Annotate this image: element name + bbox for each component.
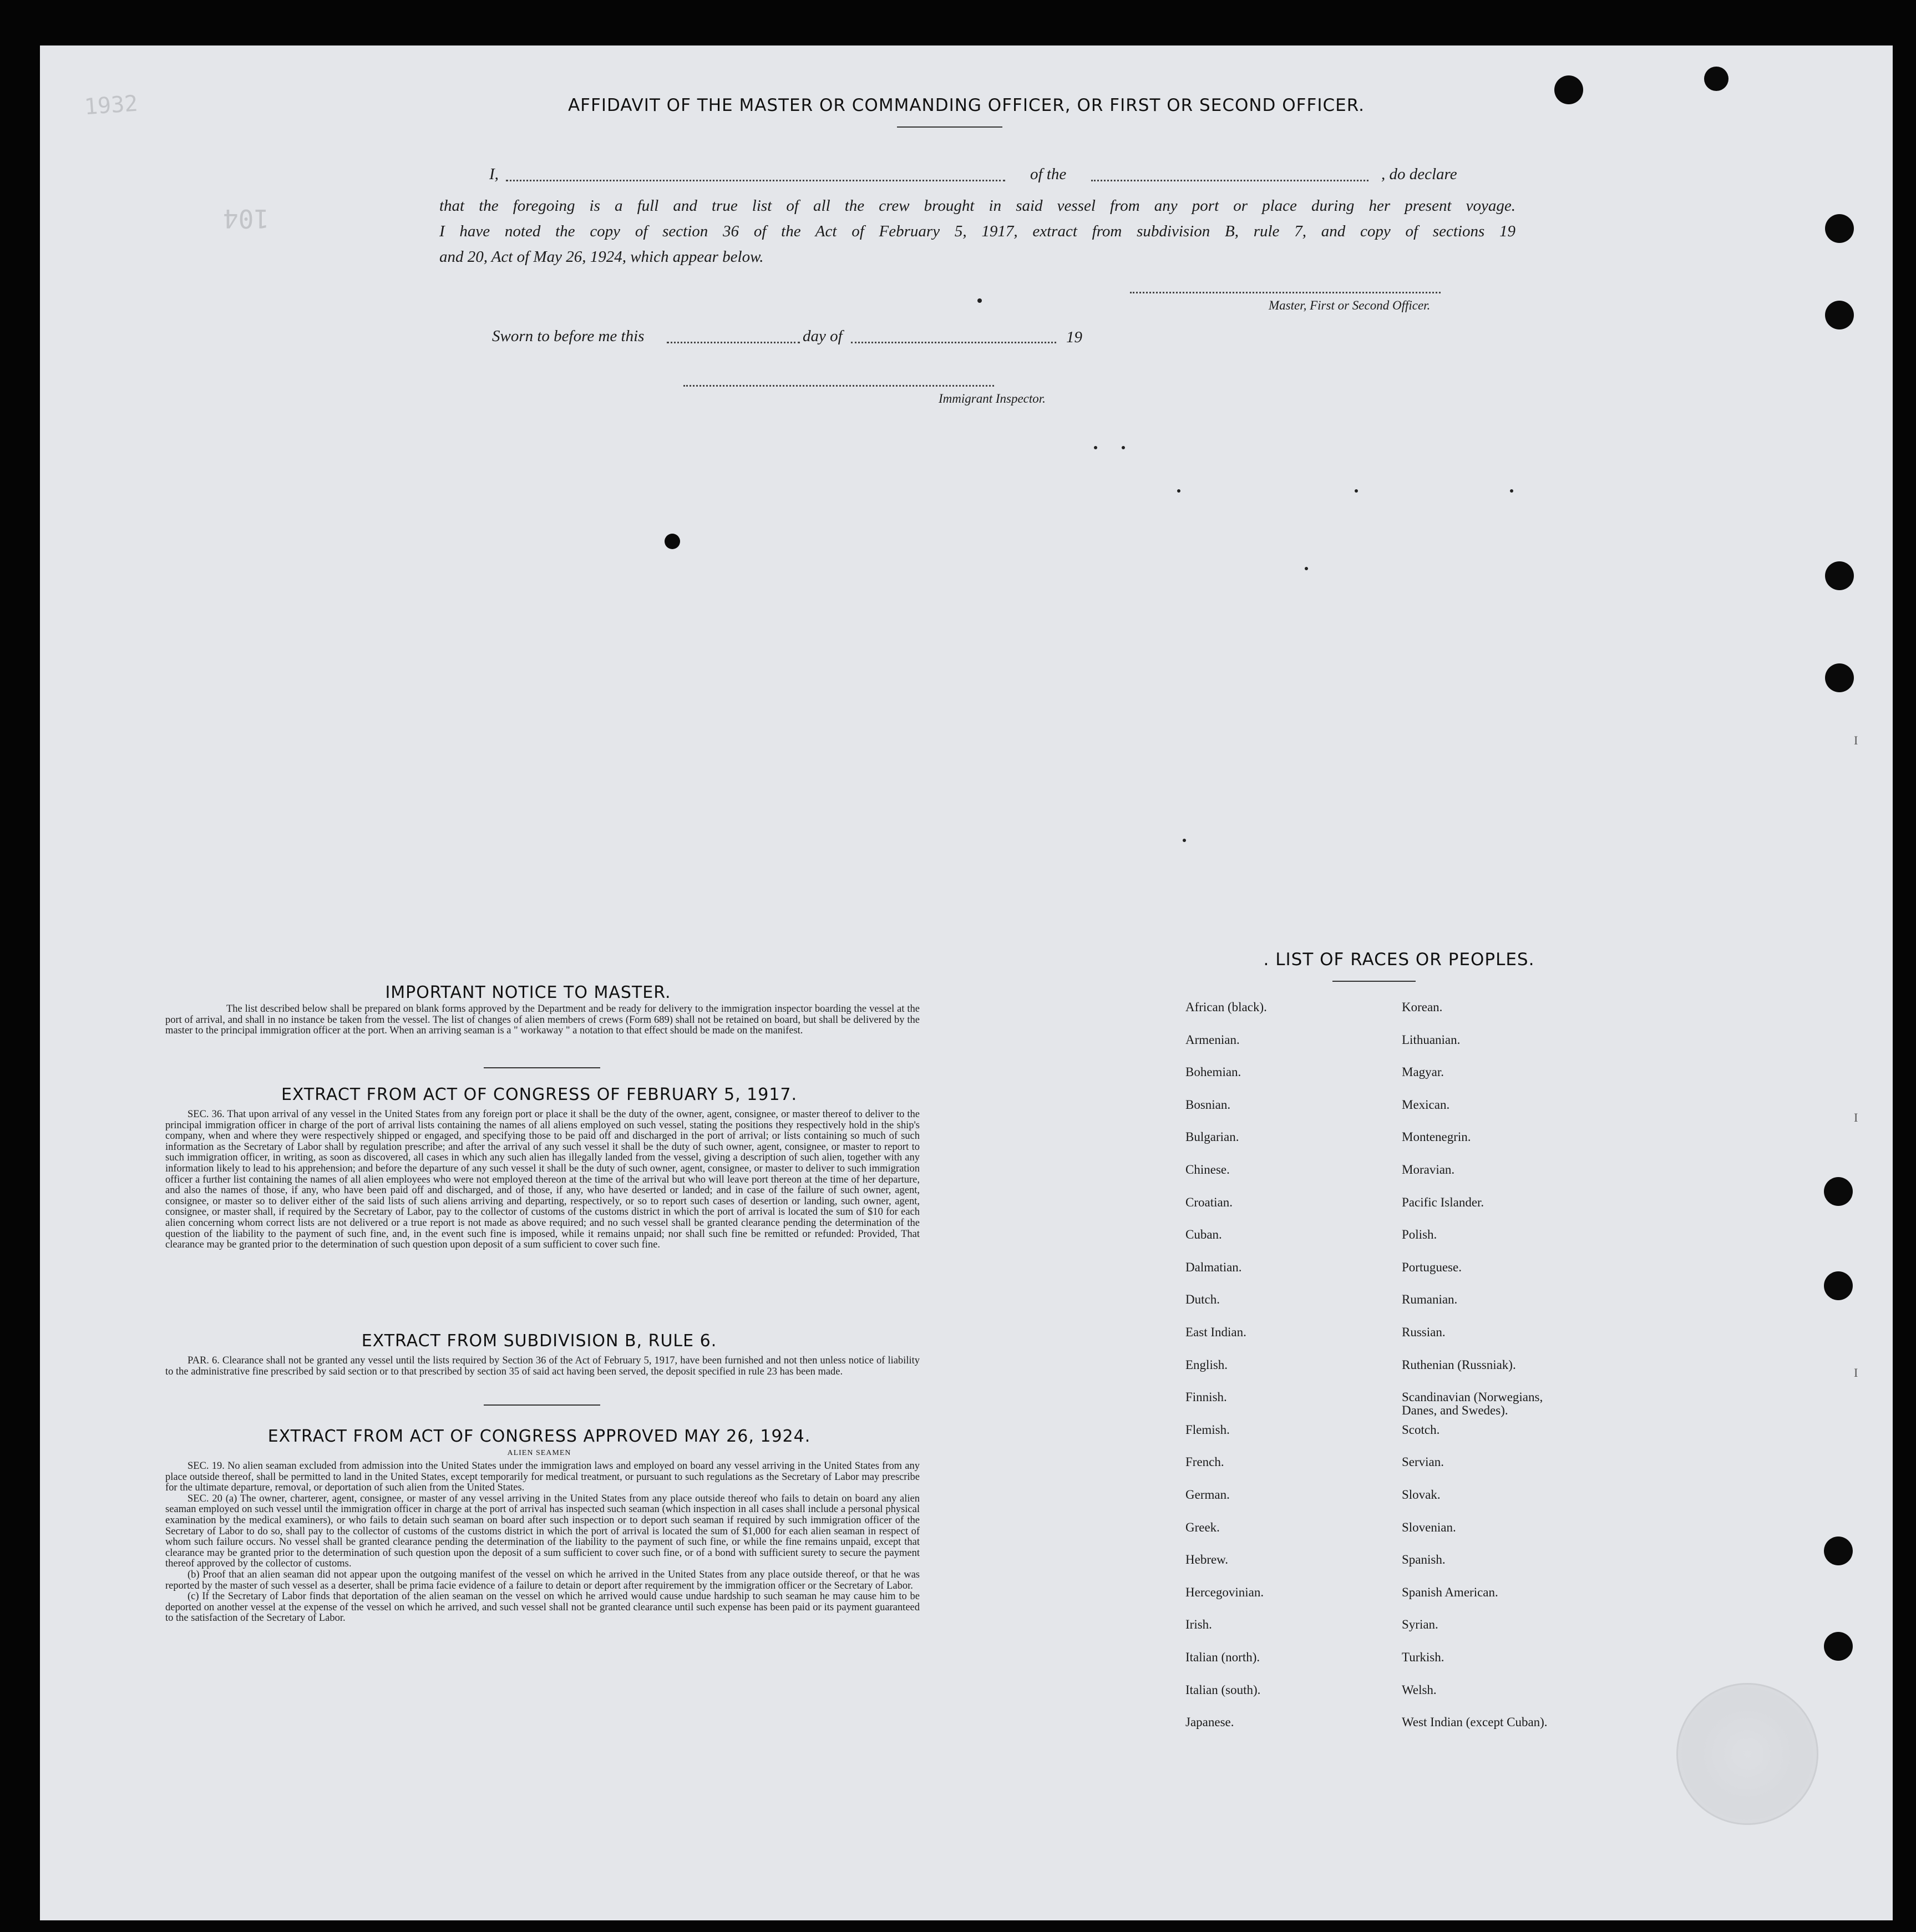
- inspector-label: Immigrant Inspector.: [939, 392, 1046, 405]
- race-item: Bosnian.: [1185, 1097, 1231, 1112]
- divider: [484, 1067, 600, 1068]
- race-item: Moravian.: [1402, 1163, 1455, 1177]
- race-item: Magyar.: [1402, 1065, 1444, 1079]
- race-item: Hercegovinian.: [1185, 1585, 1264, 1599]
- section-19-text: SEC. 19. No alien seaman excluded from admission into the United States under the immigration laws and employed on board any vessel arriving in the United States from any place outside thereof, shall be permitted to land in the United States, except temporarily for medical treatment, or pursuant to such regulations as the Secretary of Labor may prescribe for the ultimate departure, removal, or deportation of such alien from the United States.: [165, 1461, 920, 1494]
- race-item: East Indian.: [1185, 1325, 1246, 1339]
- punch-hole: [1825, 663, 1854, 692]
- extract-rule6-title: EXTRACT FROM SUBDIVISION B, RULE 6.: [361, 1331, 717, 1351]
- race-item: Croatian.: [1185, 1195, 1233, 1209]
- race-item: Polish.: [1402, 1228, 1437, 1242]
- extract-1924-subtitle: ALIEN SEAMEN: [507, 1449, 571, 1457]
- vessel-of-label: of the: [1030, 165, 1067, 183]
- declare-label: , do declare: [1381, 165, 1457, 183]
- divider: [1332, 981, 1416, 982]
- race-item: Servian.: [1402, 1455, 1444, 1469]
- extract-rule6-text: PAR. 6. Clearance shall not be granted any vessel until the lists required by Section 36 of the Act of February 5, 1917, have been furnished and not then unless notice of liability to the administrative fine prescribed by said section or to that prescribed by section 35 of said act having been served, the deposit specified in rule 23 has been made.: [165, 1355, 920, 1377]
- race-item: German.: [1185, 1488, 1230, 1502]
- race-item: Syrian.: [1402, 1617, 1438, 1632]
- extract-1917-title: EXTRACT FROM ACT OF CONGRESS OF FEBRUARY 5, 1917.: [281, 1085, 798, 1104]
- affiant-label: I,: [489, 165, 499, 183]
- race-item: Dalmatian.: [1185, 1260, 1242, 1274]
- master-signature-field[interactable]: [1130, 292, 1441, 293]
- race-item: Montenegrin.: [1402, 1130, 1471, 1144]
- races-title: . LIST OF RACES OR PEOPLES.: [1263, 950, 1535, 970]
- document-page: [40, 45, 1893, 1920]
- race-item: Italian (north).: [1185, 1650, 1260, 1664]
- affiant-name-field[interactable]: [506, 180, 1005, 181]
- punch-hole: [1824, 1271, 1853, 1300]
- race-item: Slovenian.: [1402, 1520, 1456, 1534]
- punch-hole: [1825, 214, 1854, 243]
- race-item: Irish.: [1185, 1617, 1212, 1632]
- notice-text: The list described below shall be prepared on blank forms approved by the Department and be ready for delivery to the immigration inspector boarding the vessel at the port of arrival, and shall in no instance be taken from the vessel. The list of changes of alien members of crews (Form 689) shall not be retained on board, but shall be delivered by the master to the principal immigration officer at the port. When an arriving seaman is a " workaway " a notation to that effect should be made on the manifest.: [165, 1003, 920, 1037]
- stamp-number: 104: [223, 204, 270, 234]
- divider: [897, 126, 1002, 128]
- race-item: Cuban.: [1185, 1228, 1222, 1242]
- day-of-label: day of: [803, 327, 843, 345]
- race-item: Portuguese.: [1402, 1260, 1462, 1274]
- race-item: Bulgarian.: [1185, 1130, 1239, 1144]
- race-item: French.: [1185, 1455, 1224, 1469]
- declaration-line: that the foregoing is a full and true list of all the crew brought in said vessel from any port or place during her present voyage.: [439, 197, 1515, 215]
- affidavit-title: AFFIDAVIT OF THE MASTER OR COMMANDING OFFICER, OR FIRST OR SECOND OFFICER.: [567, 95, 1365, 115]
- extract-1924-title: EXTRACT FROM ACT OF CONGRESS APPROVED MAY 26, 1924.: [267, 1427, 811, 1446]
- punch-hole: [1825, 301, 1854, 329]
- race-item: Mexican.: [1402, 1097, 1450, 1112]
- punch-hole: [1824, 1537, 1853, 1565]
- vessel-name-field[interactable]: [1091, 180, 1368, 181]
- punch-hole: [1825, 561, 1854, 590]
- punch-hole: [1824, 1632, 1853, 1661]
- section-20b-text: (b) Proof that an alien seaman did not appear upon the outgoing manifest of the vessel on which he arrived in the United States from any place outside thereof, or that he was reported by the master of such vessel as a deserter, shall be prima facie evidence of a failure to detain or deport after requirement by the immigration officer or the Secretary of Labor.: [165, 1569, 920, 1591]
- extract-1917-text: SEC. 36. That upon arrival of any vessel in the United States from any foreign port or place it shall be the duty of the owner, agent, consignee, or master thereof to deliver to the principal immigration officer in charge of the port of arrival lists containing the names of all aliens employed on such vessel, stating the positions they respectively hold in the ship's company, when and where they were respectively shipped or engaged, and specifying those to be paid off and discharged in the port of arrival; or lists containing so much of such information as the Secretary of Labor shall by regulation prescribe; and after the arrival of any such vessel it shall be the duty of such owner, agent, consignee, or master to report to such immigration officer, in writing, as soon as discovered, all cases in which any such alien has illegally landed from the vessel, giving a description of such alien, together with any information likely to lead to his apprehension; and before the departure of any such vessel it shall be the duty of such owner, agent, consignee, or master to deliver to such immigration officer a further list containing the names of all alien employees who were not employed thereon at the time of the arrival but who will leave port thereon at the time of her departure, and also the names of those, if any, who have been paid off and discharged, and of those, if any, who have deserted or landed; and in case of the failure of such owner, agent, consignee, or master so to deliver either of the said lists of such aliens arriving and departing, respectively, or so to report such cases of desertion or landing, such owner, agent, consignee, or master shall, if required by the Secretary of Labor, pay to the collector of customs of the customs district in which the port of arrival is located the sum of $10 for each alien concerning whom correct lists are not delivered or a true report is not made as above required; and no such vessel shall be granted clearance pending the determination of the question of the liability to the payment of such fine, and, in the event such fine is imposed, while it remains unpaid; nor shall such fine be remitted or refunded: Provided, That clearance may be granted prior to the determination of such question upon deposit of a sum sufficient to cover such fine.: [165, 1109, 920, 1251]
- race-item: Armenian.: [1185, 1032, 1240, 1047]
- race-item: Rumanian.: [1402, 1292, 1458, 1307]
- sworn-label: Sworn to before me this: [492, 327, 645, 345]
- section-20c-text: (c) If the Secretary of Labor finds that deportation of the alien seaman on the vessel on which he arrived would cause undue hardship to such seaman he may cause him to be deported on another vessel at the expense of the vessel on which he arrived, and such vessel shall not be granted clearance until such expense has been paid or its payment guaranteed to the satisfaction of the Secretary of Labor.: [165, 1591, 920, 1624]
- declaration-line: I have noted the copy of section 36 of the Act of February 5, 1917, extract from subdivision B, rule 7, and copy of sections 19: [439, 222, 1515, 240]
- declaration-line: and 20, Act of May 26, 1924, which appear below.: [439, 248, 764, 266]
- race-item: Slovak.: [1402, 1488, 1441, 1502]
- race-item: Hebrew.: [1185, 1553, 1229, 1567]
- extract-1924-body: [165, 1461, 920, 1624]
- section-20a-text: SEC. 20 (a) The owner, charterer, agent, consignee, or master of any vessel arriving in the United States from any place outside thereof who fails to detain on board any alien seaman employed on such vessel until the immigration officer in charge at the port of arrival has inspected such seaman (which inspection in all cases shall include a personal physical examination by the medical examiners), or who fails to detain such seaman on board after such inspection or to deport such seaman if required by such immigration officer of the Secretary of Labor to do so, shall pay to the collector of customs of the customs district in which the port of arrival is located the sum of $1,000 for each alien seaman in respect of whom such failure occurs. No vessel shall be granted clearance pending the determination of the liability to the payment of such fine, or while the fine remains unpaid, except that clearance may be granted prior to the determination of such question upon the deposit of a sum sufficient to cover such fine, or of a bond with sufficient surety to secure the payment thereof approved by the collector of customs.: [165, 1493, 920, 1570]
- ink-blot: [665, 534, 680, 549]
- race-item: Ruthenian (Russniak).: [1402, 1357, 1516, 1372]
- race-item: Korean.: [1402, 1000, 1443, 1014]
- edge-mark: I: [1854, 1110, 1858, 1124]
- year-prefix: 19: [1066, 328, 1082, 346]
- corner-handwritten-mark: 1932: [83, 90, 139, 120]
- race-item: Finnish.: [1185, 1390, 1227, 1404]
- race-item: African (black).: [1185, 1000, 1267, 1014]
- race-item: Bohemian.: [1185, 1065, 1241, 1079]
- race-item: Italian (south).: [1185, 1682, 1261, 1697]
- edge-mark: I: [1854, 1366, 1858, 1380]
- sworn-month-field[interactable]: [851, 342, 1056, 343]
- embossed-seal: [1676, 1683, 1818, 1825]
- race-item: English.: [1185, 1357, 1228, 1372]
- race-item: Scandinavian (Norwegians, Danes, and Swedes).: [1402, 1390, 1543, 1418]
- race-item: Spanish.: [1402, 1553, 1446, 1567]
- sworn-day-field[interactable]: [667, 342, 800, 343]
- inspector-signature-field[interactable]: [683, 385, 994, 387]
- race-item: Welsh.: [1402, 1682, 1437, 1697]
- race-item: Flemish.: [1185, 1422, 1230, 1437]
- race-item: Turkish.: [1402, 1650, 1444, 1664]
- race-item: Chinese.: [1185, 1163, 1230, 1177]
- race-item: Russian.: [1402, 1325, 1446, 1339]
- race-item: Scotch.: [1402, 1422, 1440, 1437]
- race-item: Dutch.: [1185, 1292, 1220, 1307]
- race-item: Pacific Islander.: [1402, 1195, 1484, 1209]
- edge-mark: I: [1854, 733, 1858, 747]
- race-item: Spanish American.: [1402, 1585, 1498, 1599]
- divider: [484, 1404, 600, 1406]
- race-item: Lithuanian.: [1402, 1032, 1461, 1047]
- race-item: West Indian (except Cuban).: [1402, 1715, 1548, 1730]
- punch-hole: [1704, 67, 1729, 91]
- race-item: Japanese.: [1185, 1715, 1234, 1730]
- notice-title: IMPORTANT NOTICE TO MASTER.: [385, 983, 671, 1002]
- race-item: Greek.: [1185, 1520, 1220, 1534]
- punch-hole: [1824, 1177, 1853, 1206]
- master-signature-label: Master, First or Second Officer.: [1269, 298, 1431, 312]
